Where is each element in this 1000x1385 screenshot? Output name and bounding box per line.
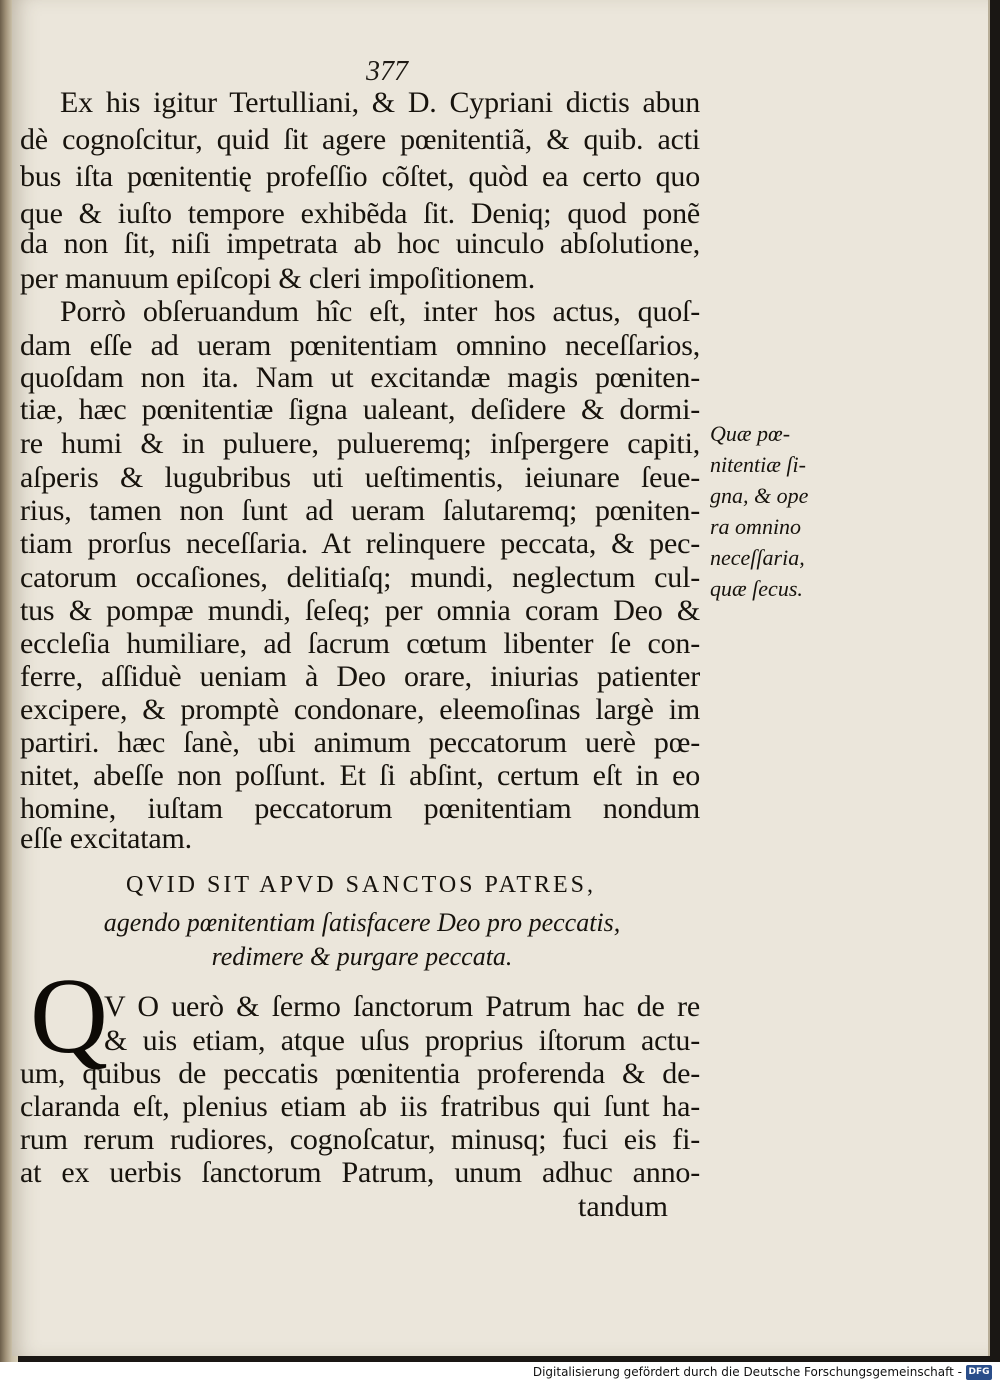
paragraph-2-line: tiam prorſus neceſſaria. At relinquere peccata, & pec- xyxy=(20,527,700,560)
paragraph-2-line: nitet, abeſſe non poſſunt. Et ſi abſint, certum eſt in eo xyxy=(20,759,700,792)
paragraph-2-line: homine, iuſtam peccatorum pœnitentiam nondum xyxy=(20,792,700,825)
paragraph-3-line: rum rerum rudiores, cognoſcatur, minusq; fuci eis fi- xyxy=(20,1123,700,1156)
paragraph-1-line: Ex his igitur Tertulliani, & D. Cypriani dictis abun xyxy=(60,86,700,119)
paragraph-2-line: tiæ, hæc pœnitentiæ ſigna ualeant, deſidere & dormi- xyxy=(20,393,700,426)
paragraph-2-line: quoſdam non ita. Nam ut excitandæ magis pœniten- xyxy=(20,361,700,394)
paragraph-1-line: per manuum epiſcopi & cleri impoſitionem. xyxy=(20,262,536,295)
margin-note xyxy=(710,418,830,604)
margin-note-line: Quæ pœ- xyxy=(710,421,791,446)
paragraph-2-line: partiri. hæc ſanè, ubi animum peccatorum uerè pœ- xyxy=(20,726,700,759)
paragraph-2-line: ferre, aſſiduè ueniam à Deo orare, iniurias patienter xyxy=(20,660,700,693)
paragraph-3-line: claranda eſt, plenius etiam ab iis fratribus qui ſunt ha- xyxy=(20,1090,700,1123)
footer-bar xyxy=(0,1362,1000,1385)
margin-note-line: neceſſaria, xyxy=(710,545,805,570)
dfg-logo: DFG xyxy=(966,1365,992,1380)
paragraph-3-line: um, quibus de peccatis pœnitentia proferenda & de- xyxy=(20,1057,700,1090)
paragraph-1-line: dè cognoſcitur, quid ſit agere pœnitentiã, & quib. acti xyxy=(20,123,700,156)
book-page xyxy=(12,0,990,1356)
paragraph-2-line: tus & pompæ mundi, ſeſeq; per omnia coram Deo & xyxy=(20,594,700,627)
paragraph-3-line: & uis etiam, atque uſus proprius iſtorum actu- xyxy=(104,1024,700,1057)
paragraph-2-line: Porrò obſeruandum hîc eſt, inter hos actus, quoſ- xyxy=(60,295,700,328)
page-number: 377 xyxy=(366,56,408,87)
paragraph-2-line: re humi & in puluere, pulueremq; inſpergere capiti, xyxy=(20,427,700,460)
section-heading: QVID SIT APVD SANCTOS PATRES, xyxy=(126,872,596,898)
paragraph-3-line: at ex uerbis ſanctorum Patrum, unum adhuc anno- xyxy=(20,1156,700,1189)
paragraph-1-line: da non ſit, niſi impetrata ab hoc uinculo abſolutione, xyxy=(20,227,700,260)
paragraph-1-line: que & iuſto tempore exhibẽda ſit. Deniq; quod ponẽ xyxy=(20,197,700,230)
margin-note-line: gna, & ope xyxy=(710,483,809,508)
paragraph-2-line: catorum occaſiones, delitiaſq; mundi, neglectum cul- xyxy=(20,561,700,594)
margin-note-line: nitentiæ ſi- xyxy=(710,452,806,477)
footer-credit: Digitalisierung gefördert durch die Deutsche Forschungsgemeinschaft - xyxy=(532,1365,962,1379)
margin-note-line: quæ ſecus. xyxy=(710,576,803,601)
paragraph-2-line: eſſe excitatam. xyxy=(20,822,192,855)
paragraph-2-line: eccleſia humiliare, ad ſacrum cœtum libenter ſe con- xyxy=(20,627,700,660)
paragraph-2-line: rius, tamen non ſunt ad ueram ſalutaremq; pœniten- xyxy=(20,494,700,527)
paragraph-2-line: dam eſſe ad ueram pœnitentiam omnino neceſſarios, xyxy=(20,329,700,362)
margin-note-line: ra omnino xyxy=(710,514,802,539)
drop-cap: Q xyxy=(30,957,108,1076)
paragraph-2-line: aſperis & lugubribus uti ueſtimentis, ieiunare ſeue- xyxy=(20,461,700,494)
paragraph-3-line: V O uerò & ſermo ſanctorum Patrum hac de re xyxy=(104,990,700,1023)
section-subheading: agendo pœnitentiam ſatisfacere Deo pro peccatis, xyxy=(103,908,621,937)
section-subheading: redimere & purgare peccata. xyxy=(211,942,513,971)
paragraph-2-line: excipere, & promptè condonare, eleemoſinas largè im xyxy=(20,693,700,726)
catchword: tandum xyxy=(578,1190,668,1223)
paragraph-1-line: bus iſta pœnitentię profeſſio cõſtet, quòd ea certo quo xyxy=(20,160,700,193)
